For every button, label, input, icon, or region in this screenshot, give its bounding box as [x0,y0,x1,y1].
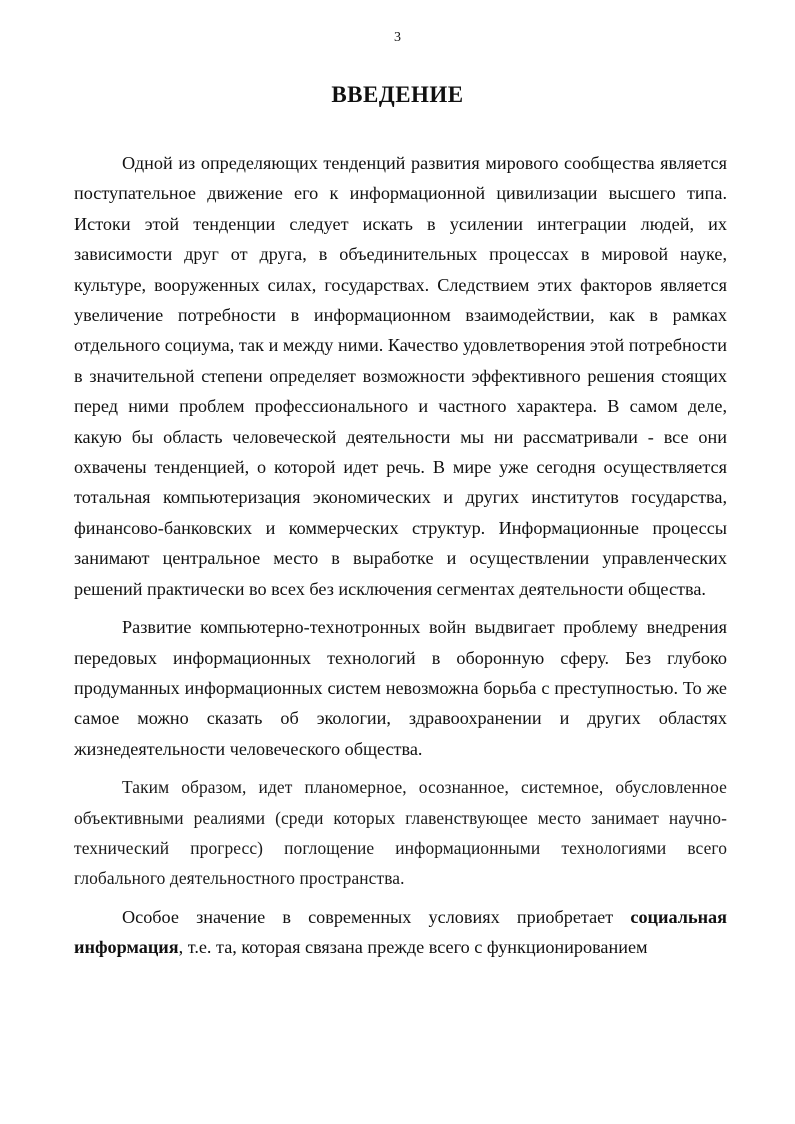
paragraph-4 [74,902,727,963]
page-number: 3 [394,30,401,45]
section-heading: ВВЕДЕНИЕ [331,82,464,107]
emphasis-term: социальная информация [74,906,727,958]
paragraph-4-lead: Особое значение в современных условиях приобретает [122,906,631,927]
paragraph-3: Таким образом, идет планомерное, осознанное, системное, обусловленное объективными реалиями (среди которых главенствующее место занимает научно-технический прогресс) поглощение информационными технологиями всего глобального деятельностного пространства. [74,777,727,889]
paragraph-1: Одной из определяющих тенденций развития мирового сообщества является поступательное движение его к информационной цивилизации высшего типа. Истоки этой тенденции следует искать в усилении интеграции людей, их зависимости друг от друга, в объединительных процессах в мировой науке, культуре, вооруженных силах, государствах. Следствием этих факторов является увеличение потребности в информационном взаимодействии, как в рамках отдельного социума, так и между ними. Качество удовлетворения этой потребности в значительной степени определяет возможности эффективного решения стоящих перед ними проблем профессионального и частного характера. В самом деле, какую бы область человеческой деятельности мы ни рассматривали - все они охвачены тенденцией, о которой идет речь. В мире уже сегодня осуществляется тотальная компьютеризация экономических и других институтов государства, финансово-банковских и коммерческих структур. Информационные процессы занимают центральное место в выработке и осуществлении управленческих решений практически во всех без исключения сегментах деятельности общества. [74,153,727,599]
paragraph-2: Развитие компьютерно-технотронных войн выдвигает проблему внедрения передовых информационных технологий в оборонную сферу. Без глубоко продуманных информационных систем невозможна борьба с преступностью. То же самое можно сказать об экологии, здравоохранении и других областях жизнедеятельности человеческого общества. [74,617,727,759]
document-body [74,148,727,963]
paragraph-4-tail: , т.е. та, которая связана прежде всего с функционированием [178,937,648,958]
